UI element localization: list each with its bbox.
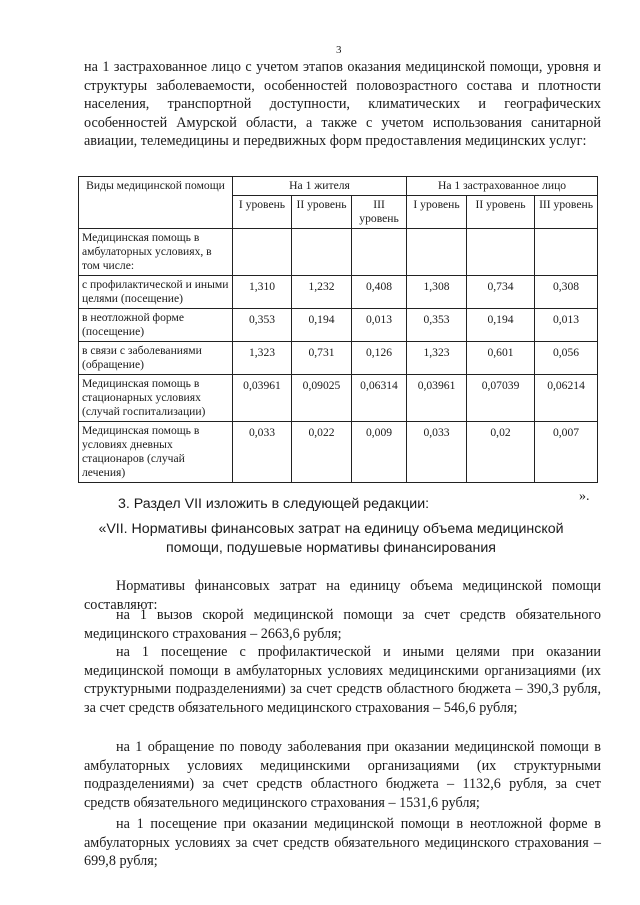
intro-paragraph: на 1 застрахованное лицо с учетом этапов оказания медицинской помощи, уровня и структуры заболеваемости, особенностей половозрастного состава и плотности населения, транспортной доступности, климатических и географических особенностей Амурской области, а также с учетом использования санитарной авиации, телемедицины и передвижных форм предоставления медицинских услуг:: [84, 59, 601, 150]
row-label: с профилактической и иными целями (посещение): [79, 276, 233, 309]
table-cell: 1,232: [292, 276, 352, 309]
table-cell: 0,06214: [535, 375, 598, 422]
table-cell: 0,09025: [292, 375, 352, 422]
table-cell: 0,007: [535, 422, 598, 483]
table-header-row: [79, 177, 598, 196]
body-paragraph: на 1 вызов скорой медицинской помощи за счет средств обязательного медицинского страхования – 2663,6 рубля;: [84, 607, 601, 642]
table-cell: 0,03961: [233, 375, 292, 422]
row-label: Медицинская помощь в амбулаторных условиях, в том числе:: [79, 229, 233, 276]
table-cell: 0,03961: [407, 375, 467, 422]
group-header-resident: На 1 жителя: [233, 177, 407, 196]
row-label: в связи с заболеваниями (обращение): [79, 342, 233, 375]
table-cell: 0,033: [407, 422, 467, 483]
body-paragraph: Нормативы финансовых затрат на единицу объема медицинской помощи составляют:: [84, 578, 601, 613]
level-header: I уровень: [407, 196, 467, 229]
table-cell: [292, 229, 352, 276]
table-cell: 0,731: [292, 342, 352, 375]
section-title: «VII. Нормативы финансовых затрат на единицу объема медицинской помощи, подушевые нормативы финансирования: [98, 521, 564, 556]
level-header: II уровень: [467, 196, 535, 229]
table-cell: 0,06314: [352, 375, 407, 422]
group-header-insured: На 1 застрахованное лицо: [407, 177, 598, 196]
norms-table: [78, 176, 598, 483]
table-row: [79, 375, 598, 422]
table-row: [79, 342, 598, 375]
table-closing-quote: ».: [579, 489, 590, 504]
table-cell: 0,033: [233, 422, 292, 483]
table-cell: [233, 229, 292, 276]
row-label: Медицинская помощь в стационарных условиях (случай госпитализации): [79, 375, 233, 422]
table-cell: [535, 229, 598, 276]
level-header: III уровень: [352, 196, 407, 229]
level-header: II уровень: [292, 196, 352, 229]
body-paragraph: на 1 посещение с профилактической и иными целями при оказании медицинской помощи в амбулаторных условиях медицинскими организациями (их структурными подразделениями) за счет средств областного бюджета – 390,3 рубля, за счет средств обязательного медицинского страхования – 546,6 рубля;: [84, 644, 601, 716]
table-cell: 0,013: [352, 309, 407, 342]
table-cell: 0,02: [467, 422, 535, 483]
table-cell: 0,009: [352, 422, 407, 483]
col-header-types: Виды медицинской помощи: [79, 177, 233, 229]
table-cell: 0,07039: [467, 375, 535, 422]
table-cell: 0,022: [292, 422, 352, 483]
table-cell: 1,323: [233, 342, 292, 375]
table-cell: 0,308: [535, 276, 598, 309]
table-cell: [352, 229, 407, 276]
table-cell: 0,408: [352, 276, 407, 309]
table-row: [79, 229, 598, 276]
row-label: в неотложной форме (посещение): [79, 309, 233, 342]
table-cell: [407, 229, 467, 276]
section-3-instruction: 3. Раздел VII изложить в следующей редакции:: [118, 496, 430, 512]
table-cell: 0,194: [292, 309, 352, 342]
level-header: I уровень: [233, 196, 292, 229]
body-paragraph: на 1 обращение по поводу заболевания при оказании медицинской помощи в амбулаторных условиях медицинскими организациями (их структурными подразделениями) за счет средств областного бюджета – 1132,6 рубля, за счет средств обязательного медицинского страхования – 1531,6 рубля;: [84, 739, 601, 811]
level-header: III уровень: [535, 196, 598, 229]
table-cell: 0,013: [535, 309, 598, 342]
table-row: [79, 276, 598, 309]
page-number: 3: [336, 44, 342, 56]
table-cell: 0,194: [467, 309, 535, 342]
table-row: [79, 309, 598, 342]
table-cell: 0,734: [467, 276, 535, 309]
table-cell: 1,308: [407, 276, 467, 309]
body-paragraph: на 1 посещение при оказании медицинской помощи в неотложной форме в амбулаторных условиях за счет средств обязательного медицинского страхования – 699,8 рубля;: [84, 816, 601, 870]
table-cell: 0,056: [535, 342, 598, 375]
table-cell: 0,126: [352, 342, 407, 375]
table-cell: 1,323: [407, 342, 467, 375]
table-cell: 0,353: [233, 309, 292, 342]
table-cell: 0,601: [467, 342, 535, 375]
table-cell: 0,353: [407, 309, 467, 342]
table-row: [79, 422, 598, 483]
table-cell: 1,310: [233, 276, 292, 309]
row-label: Медицинская помощь в условиях дневных стационаров (случай лечения): [79, 422, 233, 483]
table-cell: [467, 229, 535, 276]
